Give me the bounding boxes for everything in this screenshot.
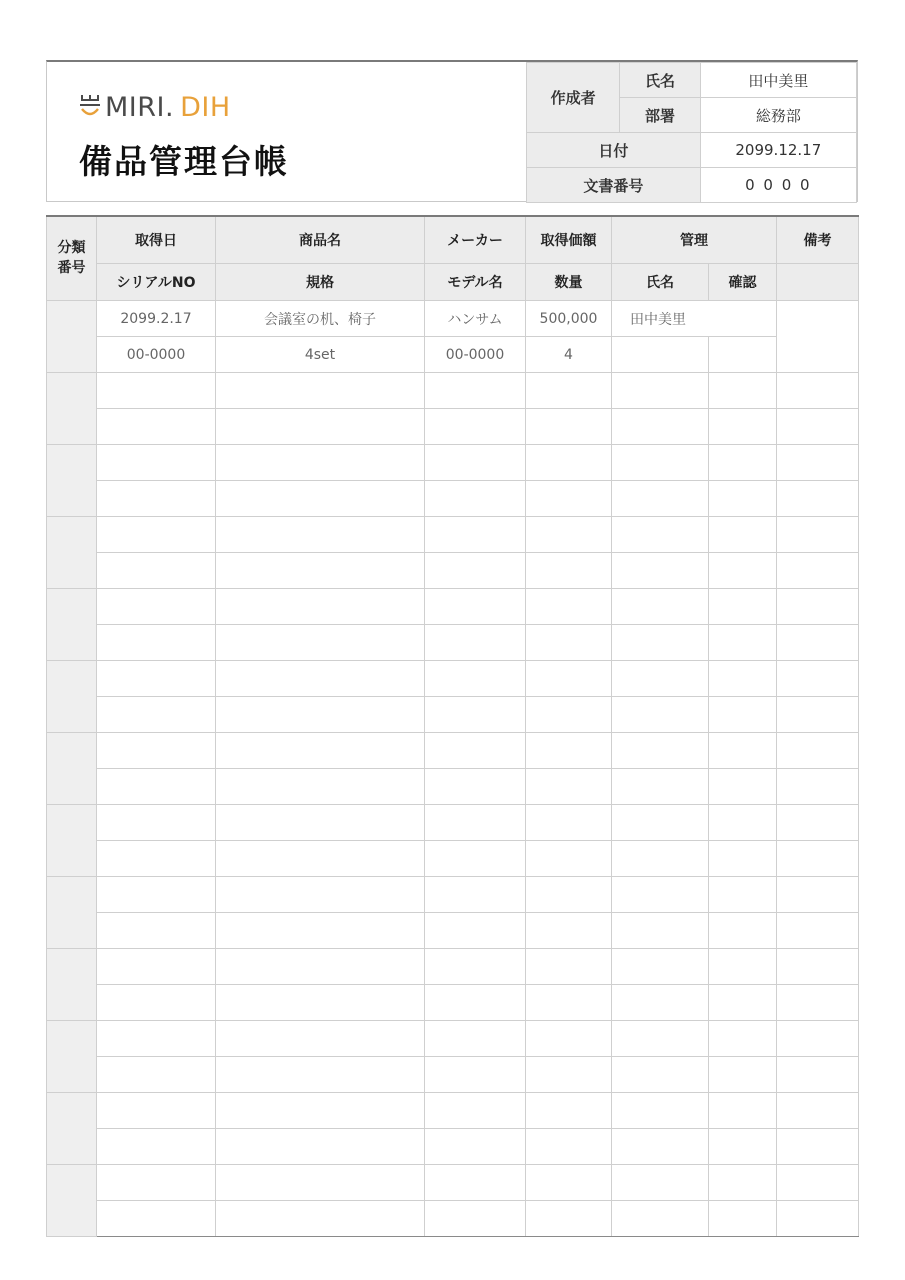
- manager-name-cell-2[interactable]: [612, 481, 709, 517]
- manager-name-cell-2[interactable]: [612, 1201, 709, 1237]
- quantity-cell[interactable]: [526, 1057, 612, 1093]
- manager-name-cell[interactable]: [612, 949, 709, 985]
- table-row: [47, 1021, 859, 1057]
- confirm-cell[interactable]: [709, 589, 777, 625]
- product-name-cell[interactable]: [216, 1165, 425, 1201]
- logo-text-accent: DIH: [180, 91, 231, 123]
- acquired-date-cell[interactable]: [97, 373, 216, 409]
- acquired-date-cell[interactable]: [97, 589, 216, 625]
- spec-cell[interactable]: [216, 841, 425, 877]
- manager-name-cell[interactable]: 田中美里: [612, 301, 777, 337]
- document-header: [46, 60, 858, 202]
- maker-cell[interactable]: [425, 589, 526, 625]
- maker-cell[interactable]: ハンサム: [425, 301, 526, 337]
- company-logo: [77, 90, 231, 124]
- quantity-cell[interactable]: 4: [526, 337, 612, 373]
- confirm-cell-2[interactable]: [709, 913, 777, 949]
- header-management: 管理: [612, 216, 777, 264]
- acquired-date-cell[interactable]: [97, 877, 216, 913]
- spec-cell[interactable]: [216, 769, 425, 805]
- header-confirm: 確認: [709, 264, 777, 301]
- spec-cell[interactable]: [216, 1201, 425, 1237]
- confirm-cell-2[interactable]: [709, 481, 777, 517]
- price-cell[interactable]: [526, 661, 612, 697]
- remarks-cell-2[interactable]: [777, 697, 859, 733]
- confirm-cell-2[interactable]: [709, 1129, 777, 1165]
- manager-name-cell-2[interactable]: [612, 409, 709, 445]
- acquired-date-cell[interactable]: [97, 517, 216, 553]
- remarks-cell-2[interactable]: [777, 553, 859, 589]
- model-cell[interactable]: [425, 913, 526, 949]
- remarks-cell[interactable]: [777, 1165, 859, 1201]
- remarks-cell[interactable]: [777, 1093, 859, 1129]
- spec-cell[interactable]: [216, 913, 425, 949]
- manager-name-cell[interactable]: [612, 445, 709, 481]
- remarks-cell[interactable]: [777, 1021, 859, 1057]
- category-cell[interactable]: [47, 949, 97, 1021]
- serial-cell[interactable]: 00-0000: [97, 337, 216, 373]
- remarks-cell[interactable]: [777, 517, 859, 553]
- serial-cell[interactable]: [97, 769, 216, 805]
- remarks-cell-2[interactable]: [777, 1201, 859, 1237]
- manager-name-cell-2[interactable]: [612, 337, 709, 373]
- table-row: [47, 1129, 859, 1165]
- docno-value[interactable]: 0 0 0 0: [700, 168, 856, 203]
- remarks-cell-2[interactable]: [777, 409, 859, 445]
- remarks-cell-2[interactable]: [777, 1057, 859, 1093]
- spec-cell[interactable]: 4set: [216, 337, 425, 373]
- model-cell[interactable]: [425, 769, 526, 805]
- equipment-ledger-table: [46, 215, 859, 1237]
- header-serial: シリアルNO: [97, 264, 216, 301]
- spec-cell[interactable]: [216, 625, 425, 661]
- serial-cell[interactable]: [97, 1057, 216, 1093]
- category-cell[interactable]: [47, 589, 97, 661]
- serial-cell[interactable]: [97, 625, 216, 661]
- spec-cell[interactable]: [216, 553, 425, 589]
- table-row: [47, 1165, 859, 1201]
- spec-cell[interactable]: [216, 985, 425, 1021]
- remarks-cell[interactable]: [777, 805, 859, 841]
- price-cell[interactable]: [526, 589, 612, 625]
- spec-cell[interactable]: [216, 481, 425, 517]
- header-remarks-2: [777, 264, 859, 301]
- date-value[interactable]: 2099.12.17: [700, 133, 856, 168]
- acquired-date-cell[interactable]: [97, 733, 216, 769]
- model-cell[interactable]: [425, 697, 526, 733]
- model-cell[interactable]: [425, 553, 526, 589]
- confirm-cell[interactable]: [709, 445, 777, 481]
- header-maker: メーカー: [425, 216, 526, 264]
- spec-cell[interactable]: [216, 697, 425, 733]
- product-name-cell[interactable]: [216, 949, 425, 985]
- quantity-cell[interactable]: [526, 769, 612, 805]
- manager-name-cell-2[interactable]: [612, 553, 709, 589]
- maker-cell[interactable]: [425, 445, 526, 481]
- serial-cell[interactable]: [97, 1129, 216, 1165]
- manager-name-cell[interactable]: [612, 1021, 709, 1057]
- manager-name-cell[interactable]: [612, 661, 709, 697]
- product-name-cell[interactable]: [216, 517, 425, 553]
- manager-name-cell-2[interactable]: [612, 769, 709, 805]
- confirm-cell-2[interactable]: [709, 409, 777, 445]
- price-cell[interactable]: [526, 373, 612, 409]
- serial-cell[interactable]: [97, 841, 216, 877]
- manager-name-cell-2[interactable]: [612, 625, 709, 661]
- confirm-cell-2[interactable]: [709, 1201, 777, 1237]
- price-cell[interactable]: 500,000: [526, 301, 612, 337]
- maker-cell[interactable]: [425, 805, 526, 841]
- quantity-cell[interactable]: [526, 985, 612, 1021]
- maker-cell[interactable]: [425, 877, 526, 913]
- confirm-cell-2[interactable]: [709, 841, 777, 877]
- acquired-date-cell[interactable]: [97, 445, 216, 481]
- manager-name-cell-2[interactable]: [612, 913, 709, 949]
- quantity-cell[interactable]: [526, 1201, 612, 1237]
- confirm-cell[interactable]: [709, 1165, 777, 1201]
- category-cell[interactable]: [47, 445, 97, 517]
- table-row: [47, 625, 859, 661]
- model-cell[interactable]: [425, 625, 526, 661]
- maker-cell[interactable]: [425, 1021, 526, 1057]
- serial-cell[interactable]: [97, 553, 216, 589]
- maker-cell[interactable]: [425, 1165, 526, 1201]
- manager-name-cell-2[interactable]: [612, 985, 709, 1021]
- product-name-cell[interactable]: [216, 1093, 425, 1129]
- maker-cell[interactable]: [425, 949, 526, 985]
- author-info-table: [526, 62, 857, 203]
- docno-label: 文書番号: [527, 168, 701, 203]
- confirm-cell[interactable]: [709, 1021, 777, 1057]
- acquired-date-cell[interactable]: [97, 1093, 216, 1129]
- table-row: [47, 481, 859, 517]
- remarks-cell-2[interactable]: [777, 913, 859, 949]
- table-row: [47, 661, 859, 697]
- category-cell[interactable]: [47, 661, 97, 733]
- maker-cell[interactable]: [425, 661, 526, 697]
- ledger-body: [47, 301, 859, 1237]
- quantity-cell[interactable]: [526, 841, 612, 877]
- quantity-cell[interactable]: [526, 553, 612, 589]
- remarks-cell-2[interactable]: [777, 625, 859, 661]
- manager-name-cell[interactable]: [612, 1093, 709, 1129]
- confirm-cell[interactable]: [709, 1093, 777, 1129]
- category-cell[interactable]: [47, 301, 97, 373]
- table-row: [47, 373, 859, 409]
- price-cell[interactable]: [526, 1165, 612, 1201]
- remarks-cell[interactable]: [777, 589, 859, 625]
- serial-cell[interactable]: [97, 1201, 216, 1237]
- maker-cell[interactable]: [425, 1093, 526, 1129]
- spec-cell[interactable]: [216, 409, 425, 445]
- product-name-cell[interactable]: [216, 805, 425, 841]
- price-cell[interactable]: [526, 1021, 612, 1057]
- header-model: モデル名: [425, 264, 526, 301]
- manager-name-cell[interactable]: [612, 877, 709, 913]
- name-label: 氏名: [620, 63, 700, 98]
- model-cell[interactable]: [425, 1129, 526, 1165]
- model-cell[interactable]: [425, 841, 526, 877]
- confirm-cell-2[interactable]: [709, 625, 777, 661]
- manager-name-cell[interactable]: [612, 1165, 709, 1201]
- manager-name-cell[interactable]: [612, 733, 709, 769]
- quantity-cell[interactable]: [526, 409, 612, 445]
- header-spec: 規格: [216, 264, 425, 301]
- model-cell[interactable]: [425, 1201, 526, 1237]
- remarks-cell[interactable]: [777, 373, 859, 409]
- manager-name-cell-2[interactable]: [612, 697, 709, 733]
- confirm-cell-2[interactable]: [709, 553, 777, 589]
- category-cell[interactable]: [47, 733, 97, 805]
- remarks-cell[interactable]: [777, 949, 859, 985]
- quantity-cell[interactable]: [526, 913, 612, 949]
- price-cell[interactable]: [526, 805, 612, 841]
- dept-label: 部署: [620, 98, 700, 133]
- quantity-cell[interactable]: [526, 481, 612, 517]
- table-row: [47, 445, 859, 481]
- product-name-cell[interactable]: [216, 1021, 425, 1057]
- confirm-cell[interactable]: [709, 733, 777, 769]
- price-cell[interactable]: [526, 1093, 612, 1129]
- category-cell[interactable]: [47, 805, 97, 877]
- model-cell[interactable]: [425, 409, 526, 445]
- table-row: [47, 841, 859, 877]
- serial-cell[interactable]: [97, 913, 216, 949]
- table-row: [47, 1093, 859, 1129]
- table-row: [47, 409, 859, 445]
- confirm-cell-2[interactable]: [709, 985, 777, 1021]
- serial-cell[interactable]: [97, 697, 216, 733]
- manager-name-cell-2[interactable]: [612, 1057, 709, 1093]
- table-row: [47, 985, 859, 1021]
- product-name-cell[interactable]: [216, 877, 425, 913]
- maker-cell[interactable]: [425, 373, 526, 409]
- confirm-cell[interactable]: [709, 805, 777, 841]
- header-product-name: 商品名: [216, 216, 425, 264]
- remarks-cell-2[interactable]: [777, 985, 859, 1021]
- manager-name-cell-2[interactable]: [612, 841, 709, 877]
- category-cell[interactable]: [47, 373, 97, 445]
- manager-name-cell[interactable]: [612, 805, 709, 841]
- product-name-cell[interactable]: 会議室の机、椅子: [216, 301, 425, 337]
- table-row: [47, 553, 859, 589]
- spec-cell[interactable]: [216, 1057, 425, 1093]
- serial-cell[interactable]: [97, 481, 216, 517]
- date-label: 日付: [527, 133, 701, 168]
- confirm-cell[interactable]: [709, 877, 777, 913]
- model-cell[interactable]: [425, 1057, 526, 1093]
- name-value[interactable]: 田中美里: [700, 63, 856, 98]
- confirm-cell-2[interactable]: [709, 1057, 777, 1093]
- table-row: [47, 301, 859, 337]
- header-quantity: 数量: [526, 264, 612, 301]
- quantity-cell[interactable]: [526, 1129, 612, 1165]
- confirm-cell[interactable]: [709, 949, 777, 985]
- remarks-cell-2[interactable]: [777, 769, 859, 805]
- table-row: [47, 877, 859, 913]
- remarks-cell[interactable]: [777, 661, 859, 697]
- category-cell[interactable]: [47, 1021, 97, 1093]
- logo-mark-icon: [77, 92, 103, 122]
- table-row: [47, 1057, 859, 1093]
- logo-text-brand: MIRI.: [105, 91, 175, 123]
- header-acquired-date: 取得日: [97, 216, 216, 264]
- table-row: [47, 697, 859, 733]
- manager-name-cell-2[interactable]: [612, 1129, 709, 1165]
- quantity-cell[interactable]: [526, 625, 612, 661]
- acquired-date-cell[interactable]: 2099.2.17: [97, 301, 216, 337]
- maker-cell[interactable]: [425, 733, 526, 769]
- price-cell[interactable]: [526, 445, 612, 481]
- acquired-date-cell[interactable]: [97, 661, 216, 697]
- header-remarks: 備考: [777, 216, 859, 264]
- manager-name-cell[interactable]: [612, 373, 709, 409]
- model-cell[interactable]: [425, 481, 526, 517]
- acquired-date-cell[interactable]: [97, 805, 216, 841]
- confirm-cell[interactable]: [709, 337, 777, 373]
- page-title: 備品管理台帳: [79, 142, 289, 181]
- confirm-cell[interactable]: [709, 517, 777, 553]
- dept-value[interactable]: 総務部: [700, 98, 856, 133]
- confirm-cell-2[interactable]: [709, 769, 777, 805]
- serial-cell[interactable]: [97, 985, 216, 1021]
- remarks-cell-2[interactable]: [777, 841, 859, 877]
- product-name-cell[interactable]: [216, 445, 425, 481]
- manager-name-cell[interactable]: [612, 589, 709, 625]
- maker-cell[interactable]: [425, 517, 526, 553]
- model-cell[interactable]: [425, 985, 526, 1021]
- table-row: [47, 589, 859, 625]
- product-name-cell[interactable]: [216, 589, 425, 625]
- table-row: [47, 913, 859, 949]
- spec-cell[interactable]: [216, 1129, 425, 1165]
- remarks-cell-2[interactable]: [777, 1129, 859, 1165]
- header-manager-name: 氏名: [612, 264, 709, 301]
- acquired-date-cell[interactable]: [97, 1021, 216, 1057]
- serial-cell[interactable]: [97, 409, 216, 445]
- product-name-cell[interactable]: [216, 661, 425, 697]
- price-cell[interactable]: [526, 733, 612, 769]
- product-name-cell[interactable]: [216, 733, 425, 769]
- table-row: [47, 949, 859, 985]
- table-row: [47, 517, 859, 553]
- category-cell[interactable]: [47, 877, 97, 949]
- price-cell[interactable]: [526, 517, 612, 553]
- header-category-number: 分類 番号: [47, 216, 97, 301]
- manager-name-cell[interactable]: [612, 517, 709, 553]
- table-row: [47, 337, 859, 373]
- confirm-cell[interactable]: [709, 661, 777, 697]
- acquired-date-cell[interactable]: [97, 949, 216, 985]
- acquired-date-cell[interactable]: [97, 1165, 216, 1201]
- category-cell[interactable]: [47, 1165, 97, 1237]
- header-price: 取得価額: [526, 216, 612, 264]
- quantity-cell[interactable]: [526, 697, 612, 733]
- author-label: 作成者: [527, 63, 620, 133]
- category-cell[interactable]: [47, 1093, 97, 1165]
- remarks-cell[interactable]: [777, 445, 859, 481]
- price-cell[interactable]: [526, 949, 612, 985]
- remarks-cell[interactable]: [777, 733, 859, 769]
- price-cell[interactable]: [526, 877, 612, 913]
- remarks-cell[interactable]: [777, 301, 859, 373]
- table-row: [47, 805, 859, 841]
- table-row: [47, 769, 859, 805]
- table-row: [47, 1201, 859, 1237]
- category-cell[interactable]: [47, 517, 97, 589]
- remarks-cell[interactable]: [777, 877, 859, 913]
- product-name-cell[interactable]: [216, 373, 425, 409]
- confirm-cell[interactable]: [709, 373, 777, 409]
- confirm-cell-2[interactable]: [709, 697, 777, 733]
- remarks-cell-2[interactable]: [777, 481, 859, 517]
- table-row: [47, 733, 859, 769]
- model-cell[interactable]: 00-0000: [425, 337, 526, 373]
